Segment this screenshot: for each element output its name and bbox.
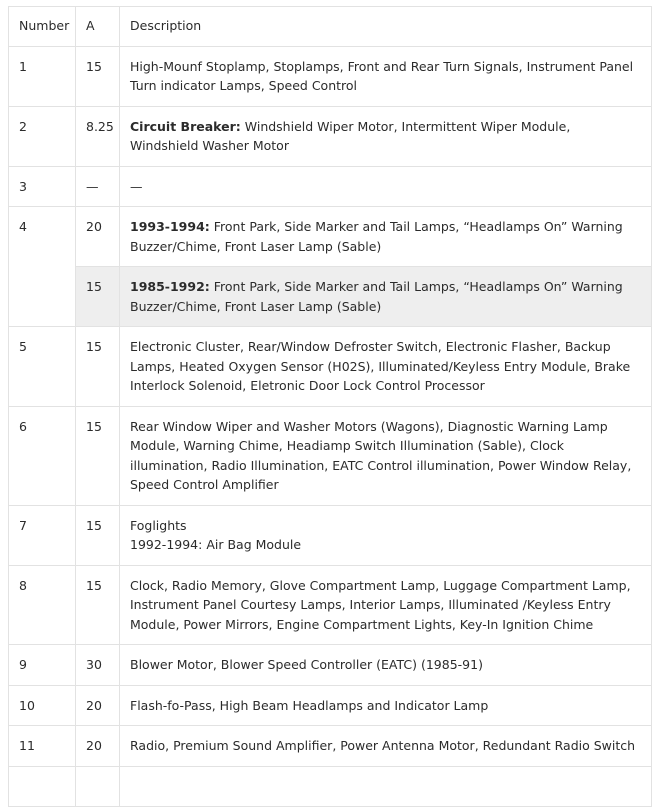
description-text: — <box>130 178 143 194</box>
description-prefix: 1993-1994: <box>130 219 210 234</box>
cell-amps: 15 <box>76 565 120 645</box>
header-number: Number <box>9 7 76 47</box>
description-text: Front Park, Side Marker and Tail Lamps, “Headlamps On” Warning Buzzer/Chime, Front Laser Lamp (Sable) <box>130 279 623 314</box>
header-description: Description <box>120 7 652 47</box>
cell-amps: 20 <box>76 685 120 726</box>
cell-number: 8 <box>9 565 76 645</box>
cell-number <box>9 766 76 807</box>
description-text: Flash-fo-Pass, High Beam Headlamps and Indicator Lamp <box>130 697 489 713</box>
cell-amps: 15 <box>76 327 120 407</box>
cell-description <box>120 685 652 726</box>
cell-number: 1 <box>9 46 76 106</box>
table-row <box>9 207 652 267</box>
cell-amps: 15 <box>76 46 120 106</box>
description-text: High-Mounf Stoplamp, Stoplamps, Front and Rear Turn Signals, Instrument Panel Turn indicator Lamps, Speed Control <box>130 58 634 93</box>
table-row <box>9 645 652 686</box>
table-row <box>9 166 652 207</box>
cell-description <box>120 565 652 645</box>
cell-amps: 20 <box>76 207 120 267</box>
table-row <box>9 685 652 726</box>
header-amps: A <box>76 7 120 47</box>
table-row <box>9 565 652 645</box>
table-row <box>9 726 652 767</box>
cell-number: 2 <box>9 106 76 166</box>
cell-amps <box>76 766 120 807</box>
table-row <box>9 106 652 166</box>
table-row <box>9 505 652 565</box>
table-header-row <box>9 7 652 47</box>
description-text: Foglights <box>130 517 187 533</box>
cell-number: 10 <box>9 685 76 726</box>
cell-description <box>120 267 652 327</box>
description-text: Clock, Radio Memory, Glove Compartment Lamp, Luggage Compartment Lamp, Instrument Panel Courtesy Lamps, Interior Lamps, Illuminated /Keyless Entry Module, Power Mirrors, Engine Compartment Lights, Key-In Ignition Chime <box>130 577 631 632</box>
cell-description <box>120 106 652 166</box>
cell-number: 9 <box>9 645 76 686</box>
cell-amps: 15 <box>76 505 120 565</box>
cell-number: 6 <box>9 406 76 505</box>
cell-amps: — <box>76 166 120 207</box>
table-row <box>9 406 652 505</box>
table-row-partial <box>9 766 652 807</box>
description-text-second-line: 1992-1994: Air Bag Module <box>130 537 302 552</box>
cell-amps: 15 <box>76 406 120 505</box>
description-text: Rear Window Wiper and Washer Motors (Wagons), Diagnostic Warning Lamp Module, Warning Chime, Headiamp Switch Illumination (Sable), Clock illumination, Radio Illumination, EATC Control illumination, Power Window Relay, Speed Control Amplifier <box>130 418 632 492</box>
cell-description <box>120 645 652 686</box>
table-row <box>9 267 652 327</box>
cell-description <box>120 207 652 267</box>
cell-description <box>120 166 652 207</box>
cell-number: 3 <box>9 166 76 207</box>
cell-description <box>120 726 652 767</box>
cell-description <box>120 406 652 505</box>
description-text: Blower Motor, Blower Speed Controller (EATC) (1985-91) <box>130 657 483 672</box>
cell-description <box>120 46 652 106</box>
cell-description <box>120 327 652 407</box>
cell-number: 4 <box>9 207 76 327</box>
table-row <box>9 327 652 407</box>
cell-amps: 8.25 <box>76 106 120 166</box>
description-text: Radio, Premium Sound Amplifier, Power Antenna Motor, Redundant Radio Switch <box>130 738 636 753</box>
cell-amps: 30 <box>76 645 120 686</box>
description-text: Electronic Cluster, Rear/Window Defroster Switch, Electronic Flasher, Backup Lamps, Heated Oxygen Sensor (H02S), Illuminated/Keyless Entry Module, Brake Interlock Solenoid, Eletronic Door Lock Control Processor <box>130 339 631 393</box>
cell-number: 5 <box>9 327 76 407</box>
description-prefix: Circuit Breaker: <box>130 118 241 134</box>
description-prefix: 1985-1992: <box>130 279 210 294</box>
description-text: Front Park, Side Marker and Tail Lamps, “Headlamps On” Warning Buzzer/Chime, Front Laser Lamp (Sable) <box>130 219 623 254</box>
table-row <box>9 46 652 106</box>
cell-number: 7 <box>9 505 76 565</box>
description-text: Windshield Wiper Motor, Intermittent Wiper Module, Windshield Washer Motor <box>130 118 571 153</box>
cell-amps: 20 <box>76 726 120 767</box>
cell-description <box>120 505 652 565</box>
cell-description <box>120 766 652 807</box>
fuse-table <box>8 6 652 807</box>
cell-amps: 15 <box>76 267 120 327</box>
cell-number: 11 <box>9 726 76 767</box>
